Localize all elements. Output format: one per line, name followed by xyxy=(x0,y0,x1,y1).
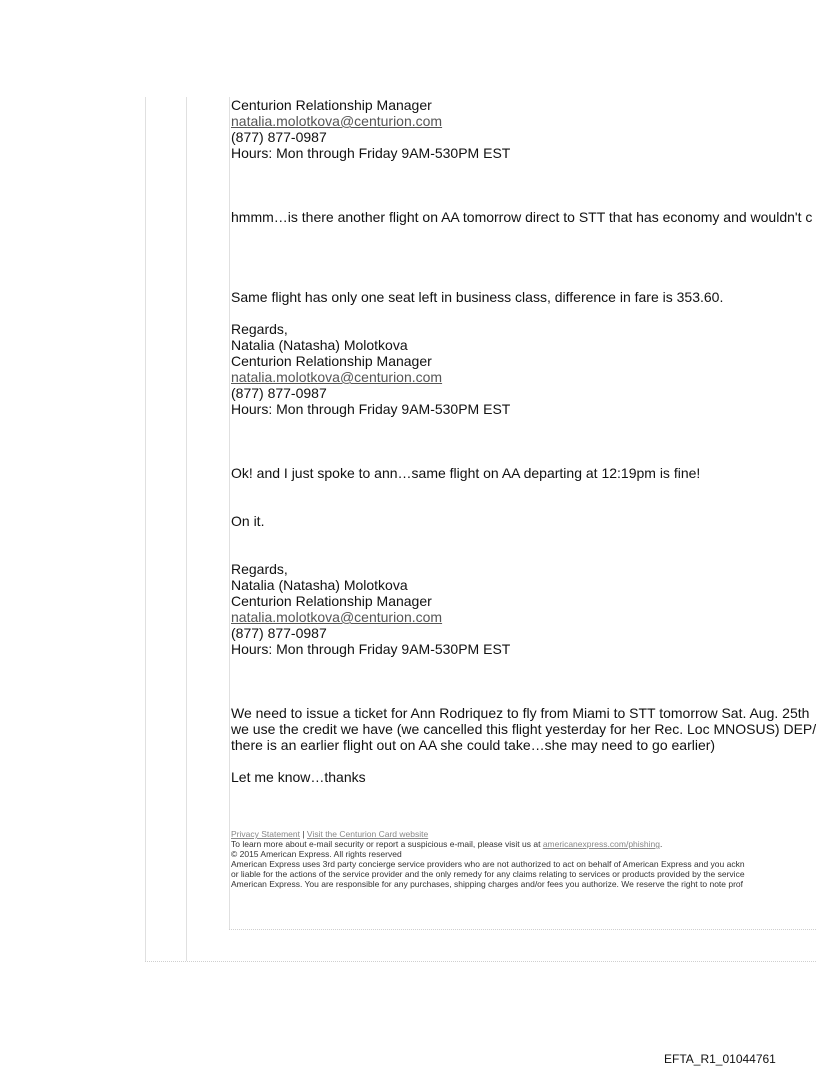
disclaimer-line: American Express. You are responsible for any purchases, shipping charges and/or fees you authorize. We reserve the right to note prof xyxy=(231,879,744,889)
signature-hours: Hours: Mon through Friday 9AM-530PM EST xyxy=(231,401,511,417)
inner-left-border xyxy=(186,97,187,961)
message-on-it: On it. xyxy=(231,513,265,529)
signature-phone: (877) 877-0987 xyxy=(231,625,327,641)
signature-title: Centurion Relationship Manager xyxy=(231,353,432,369)
security-period: . xyxy=(659,839,663,849)
copyright-text: © 2015 American Express. All rights reserved xyxy=(231,849,402,859)
privacy-statement-link[interactable]: Privacy Statement xyxy=(231,829,300,839)
signature-title: Centurion Relationship Manager xyxy=(231,593,432,609)
signature-email-link[interactable]: natalia.molotkova@centurion.com xyxy=(231,609,443,625)
signature-phone: (877) 877-0987 xyxy=(231,385,327,401)
security-text: To learn more about e-mail security or report a suspicious e-mail, please visit us at xyxy=(231,839,543,849)
signature-hours: Hours: Mon through Friday 9AM-530PM EST xyxy=(231,145,511,161)
signature-name: Natalia (Natasha) Molotkova xyxy=(231,337,408,353)
signature-regards: Regards, xyxy=(231,321,288,337)
signature-title: Centurion Relationship Manager xyxy=(231,97,432,113)
message-request-line: We need to issue a ticket for Ann Rodriquez to fly from Miami to STT tomorrow Sat. Aug. 25th xyxy=(231,705,810,721)
signature-email-link[interactable]: natalia.molotkova@centurion.com xyxy=(231,113,443,129)
footer-separator: | xyxy=(299,829,307,839)
signature-phone: (877) 877-0987 xyxy=(231,129,327,145)
email-footer xyxy=(231,829,816,889)
signature-email-link[interactable]: natalia.molotkova@centurion.com xyxy=(231,369,443,385)
message-hmmm: hmmm…is there another flight on AA tomorrow direct to STT that has economy and wouldn't c xyxy=(231,209,813,225)
signature-regards: Regards, xyxy=(231,561,288,577)
message-same-flight: Same flight has only one seat left in business class, difference in fare is 353.60. xyxy=(231,289,724,305)
message-let-me-know: Let me know…thanks xyxy=(231,769,366,785)
disclaimer-line: or liable for the actions of the service provider and the only remedy for any claims relating to services or products provided by the service xyxy=(231,869,745,879)
outer-left-border xyxy=(145,97,146,961)
message-request-line: there is an earlier flight out on AA she could take…she may need to go earlier) xyxy=(231,737,716,753)
centurion-website-link[interactable]: Visit the Centurion Card website xyxy=(306,829,429,839)
document-id: EFTA_R1_01044761 xyxy=(664,1052,776,1066)
message-request-line: we use the credit we have (we cancelled this flight yesterday for her Rec. Loc MNOSUS) DEP/ xyxy=(231,721,816,737)
phishing-link[interactable]: americanexpress.com/phishing xyxy=(542,839,660,849)
email-thread xyxy=(231,97,816,785)
disclaimer-line: American Express uses 3rd party concierge service providers who are not authorized to act on behalf of American Express and you ackn xyxy=(231,859,745,869)
signature-name: Natalia (Natasha) Molotkova xyxy=(231,577,408,593)
message-ok: Ok! and I just spoke to ann…same flight on AA departing at 12:19pm is fine! xyxy=(231,465,701,481)
signature-hours: Hours: Mon through Friday 9AM-530PM EST xyxy=(231,641,511,657)
content-left-border xyxy=(229,97,230,929)
page-bottom-rule xyxy=(145,961,816,962)
footer-bottom-rule xyxy=(229,929,816,930)
